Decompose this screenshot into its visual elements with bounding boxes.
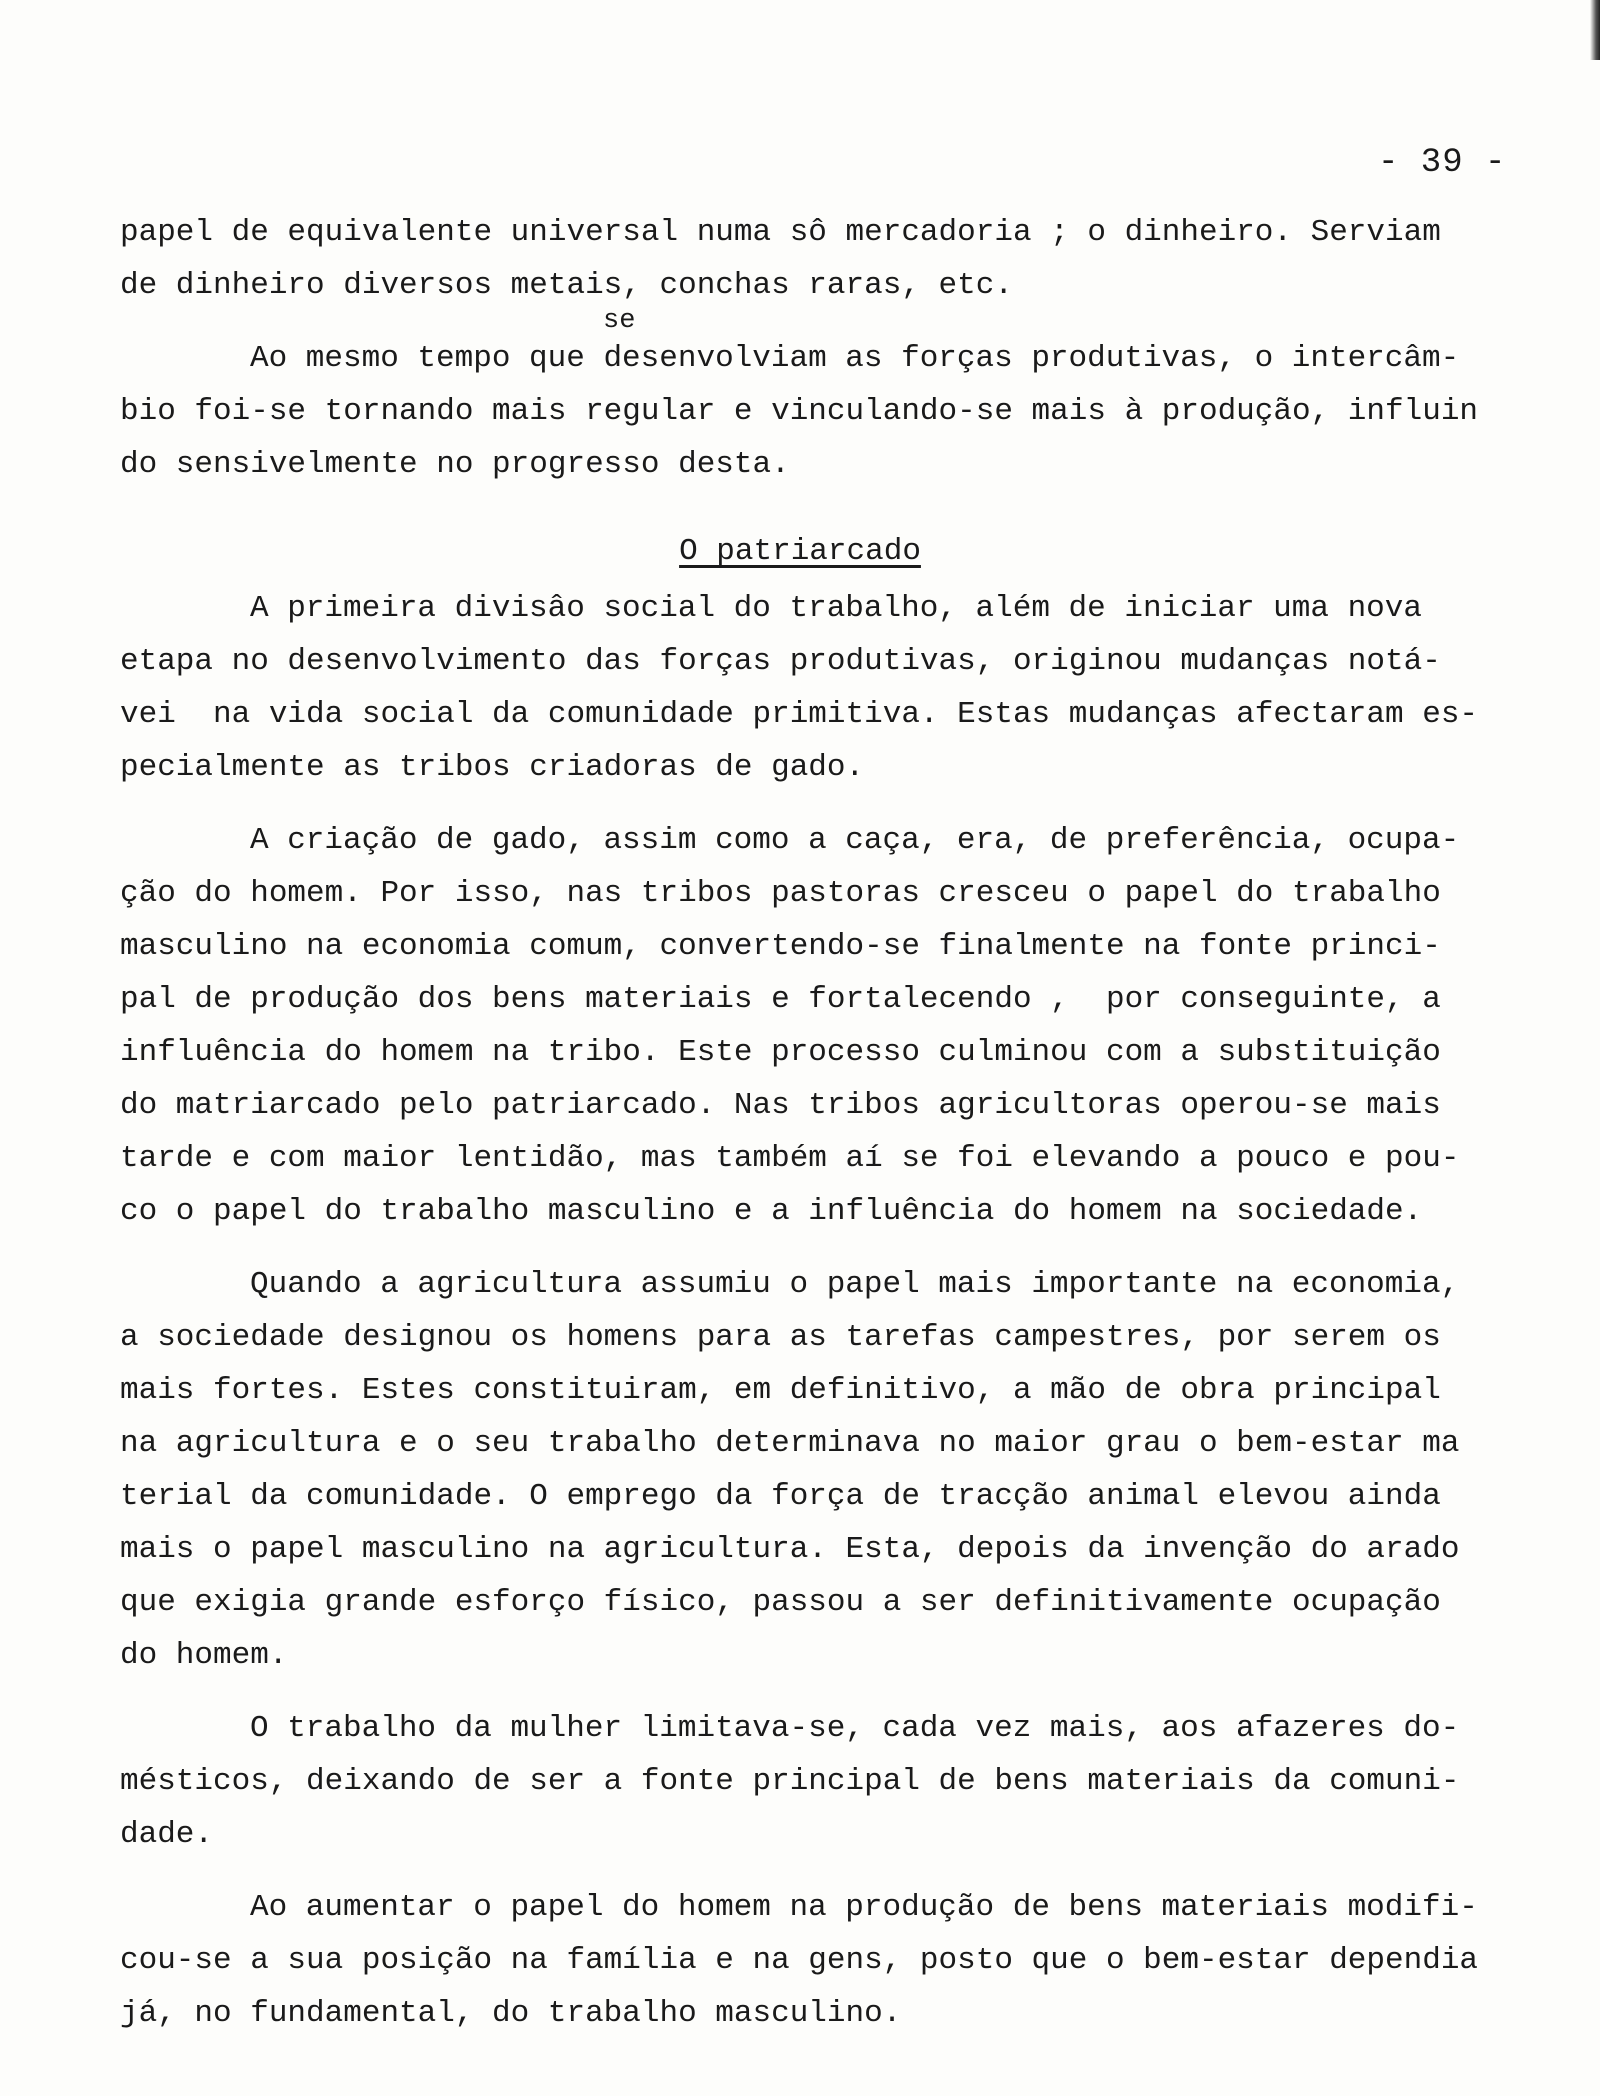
page-edge-shadow: [1590, 0, 1600, 60]
text-line: mais fortes. Estes constituiram, em definitivo, a mão de obra principal: [120, 1373, 1441, 1408]
paragraph-first-line: Quando a agricultura assumiu o papel mais importante na economia,: [250, 1267, 1460, 1302]
text-line: do sensivelmente no progresso desta.: [120, 447, 790, 482]
text-line: influência do homem na tribo. Este processo culminou com a substituição: [120, 1035, 1441, 1070]
section-title-text: O patriarcado: [679, 534, 921, 569]
text-line: do matriarcado pelo patriarcado. Nas tribos agricultoras operou-se mais: [120, 1088, 1441, 1123]
text-line: terial da comunidade. O emprego da força de tracção animal elevou ainda: [120, 1479, 1441, 1514]
text-line: ção do homem. Por isso, nas tribos pastoras cresceu o papel do trabalho: [120, 876, 1441, 911]
paragraph-first-line: A criação de gado, assim como a caça, era, de preferência, ocupa-: [250, 823, 1460, 858]
text-line: dade.: [120, 1817, 214, 1852]
title-spacer: [120, 491, 1560, 544]
text-line: já, no fundamental, do trabalho masculino.: [120, 1996, 902, 2031]
text-line: que exigia grande esforço físico, passou a ser definitivamente ocupação: [120, 1585, 1441, 1620]
paragraph-first-line: Ao mesmo tempo que desenvolviam as forças produtivas, o intercâm-: [250, 341, 1460, 376]
body-text: [120, 206, 1560, 2040]
text-line: bio foi-se tornando mais regular e vinculando-se mais à produção, influin: [120, 394, 1479, 429]
text-line: pal de produção dos bens materiais e fortalecendo , por conseguinte, a: [120, 982, 1441, 1017]
paragraph-first-line: O trabalho da mulher limitava-se, cada vez mais, aos afazeres do-: [250, 1711, 1460, 1746]
text-line: a sociedade designou os homens para as tarefas campestres, por serem os: [120, 1320, 1441, 1355]
text-line: na agricultura e o seu trabalho determinava no maior grau o bem-estar ma: [120, 1426, 1460, 1461]
paragraph-first-line: Ao aumentar o papel do homem na produção de bens materiais modifi-: [250, 1890, 1478, 1925]
text-line: etapa no desenvolvimento das forças produtivas, originou mudanças notá-: [120, 644, 1441, 679]
paragraph-first-line: A primeira divisâo social do trabalho, além de iniciar uma nova: [250, 591, 1422, 626]
text-line: mésticos, deixando de ser a fonte principal de bens materiais da comuni-: [120, 1764, 1460, 1799]
text-line: co o papel do trabalho masculino e a influência do homem na sociedade.: [120, 1194, 1423, 1229]
text-line: pecialmente as tribos criadoras de gado.: [120, 750, 865, 785]
text-line: papel de equivalente universal numa sô mercadoria ; o dinheiro. Serviam: [120, 215, 1441, 250]
text-line: do homem.: [120, 1638, 288, 1673]
text-line: tarde e com maior lentidão, mas também aí se foi elevando a pouco e pou-: [120, 1141, 1460, 1176]
text-line: masculino na economia comum, convertendo-se finalmente na fonte princi-: [120, 929, 1441, 964]
text-line: vei na vida social da comunidade primitiva. Estas mudanças afectaram es-: [120, 697, 1479, 732]
handwritten-insert-note: se: [603, 306, 636, 336]
page-number: - 39 -: [1378, 144, 1507, 182]
text-line: mais o papel masculino na agricultura. Esta, depois da invenção do arado: [120, 1532, 1460, 1567]
text-line: cou-se a sua posição na família e na gens, posto que o bem-estar dependia: [120, 1943, 1479, 1978]
text-line: de dinheiro diversos metais, conchas raras, etc.: [120, 268, 1013, 303]
